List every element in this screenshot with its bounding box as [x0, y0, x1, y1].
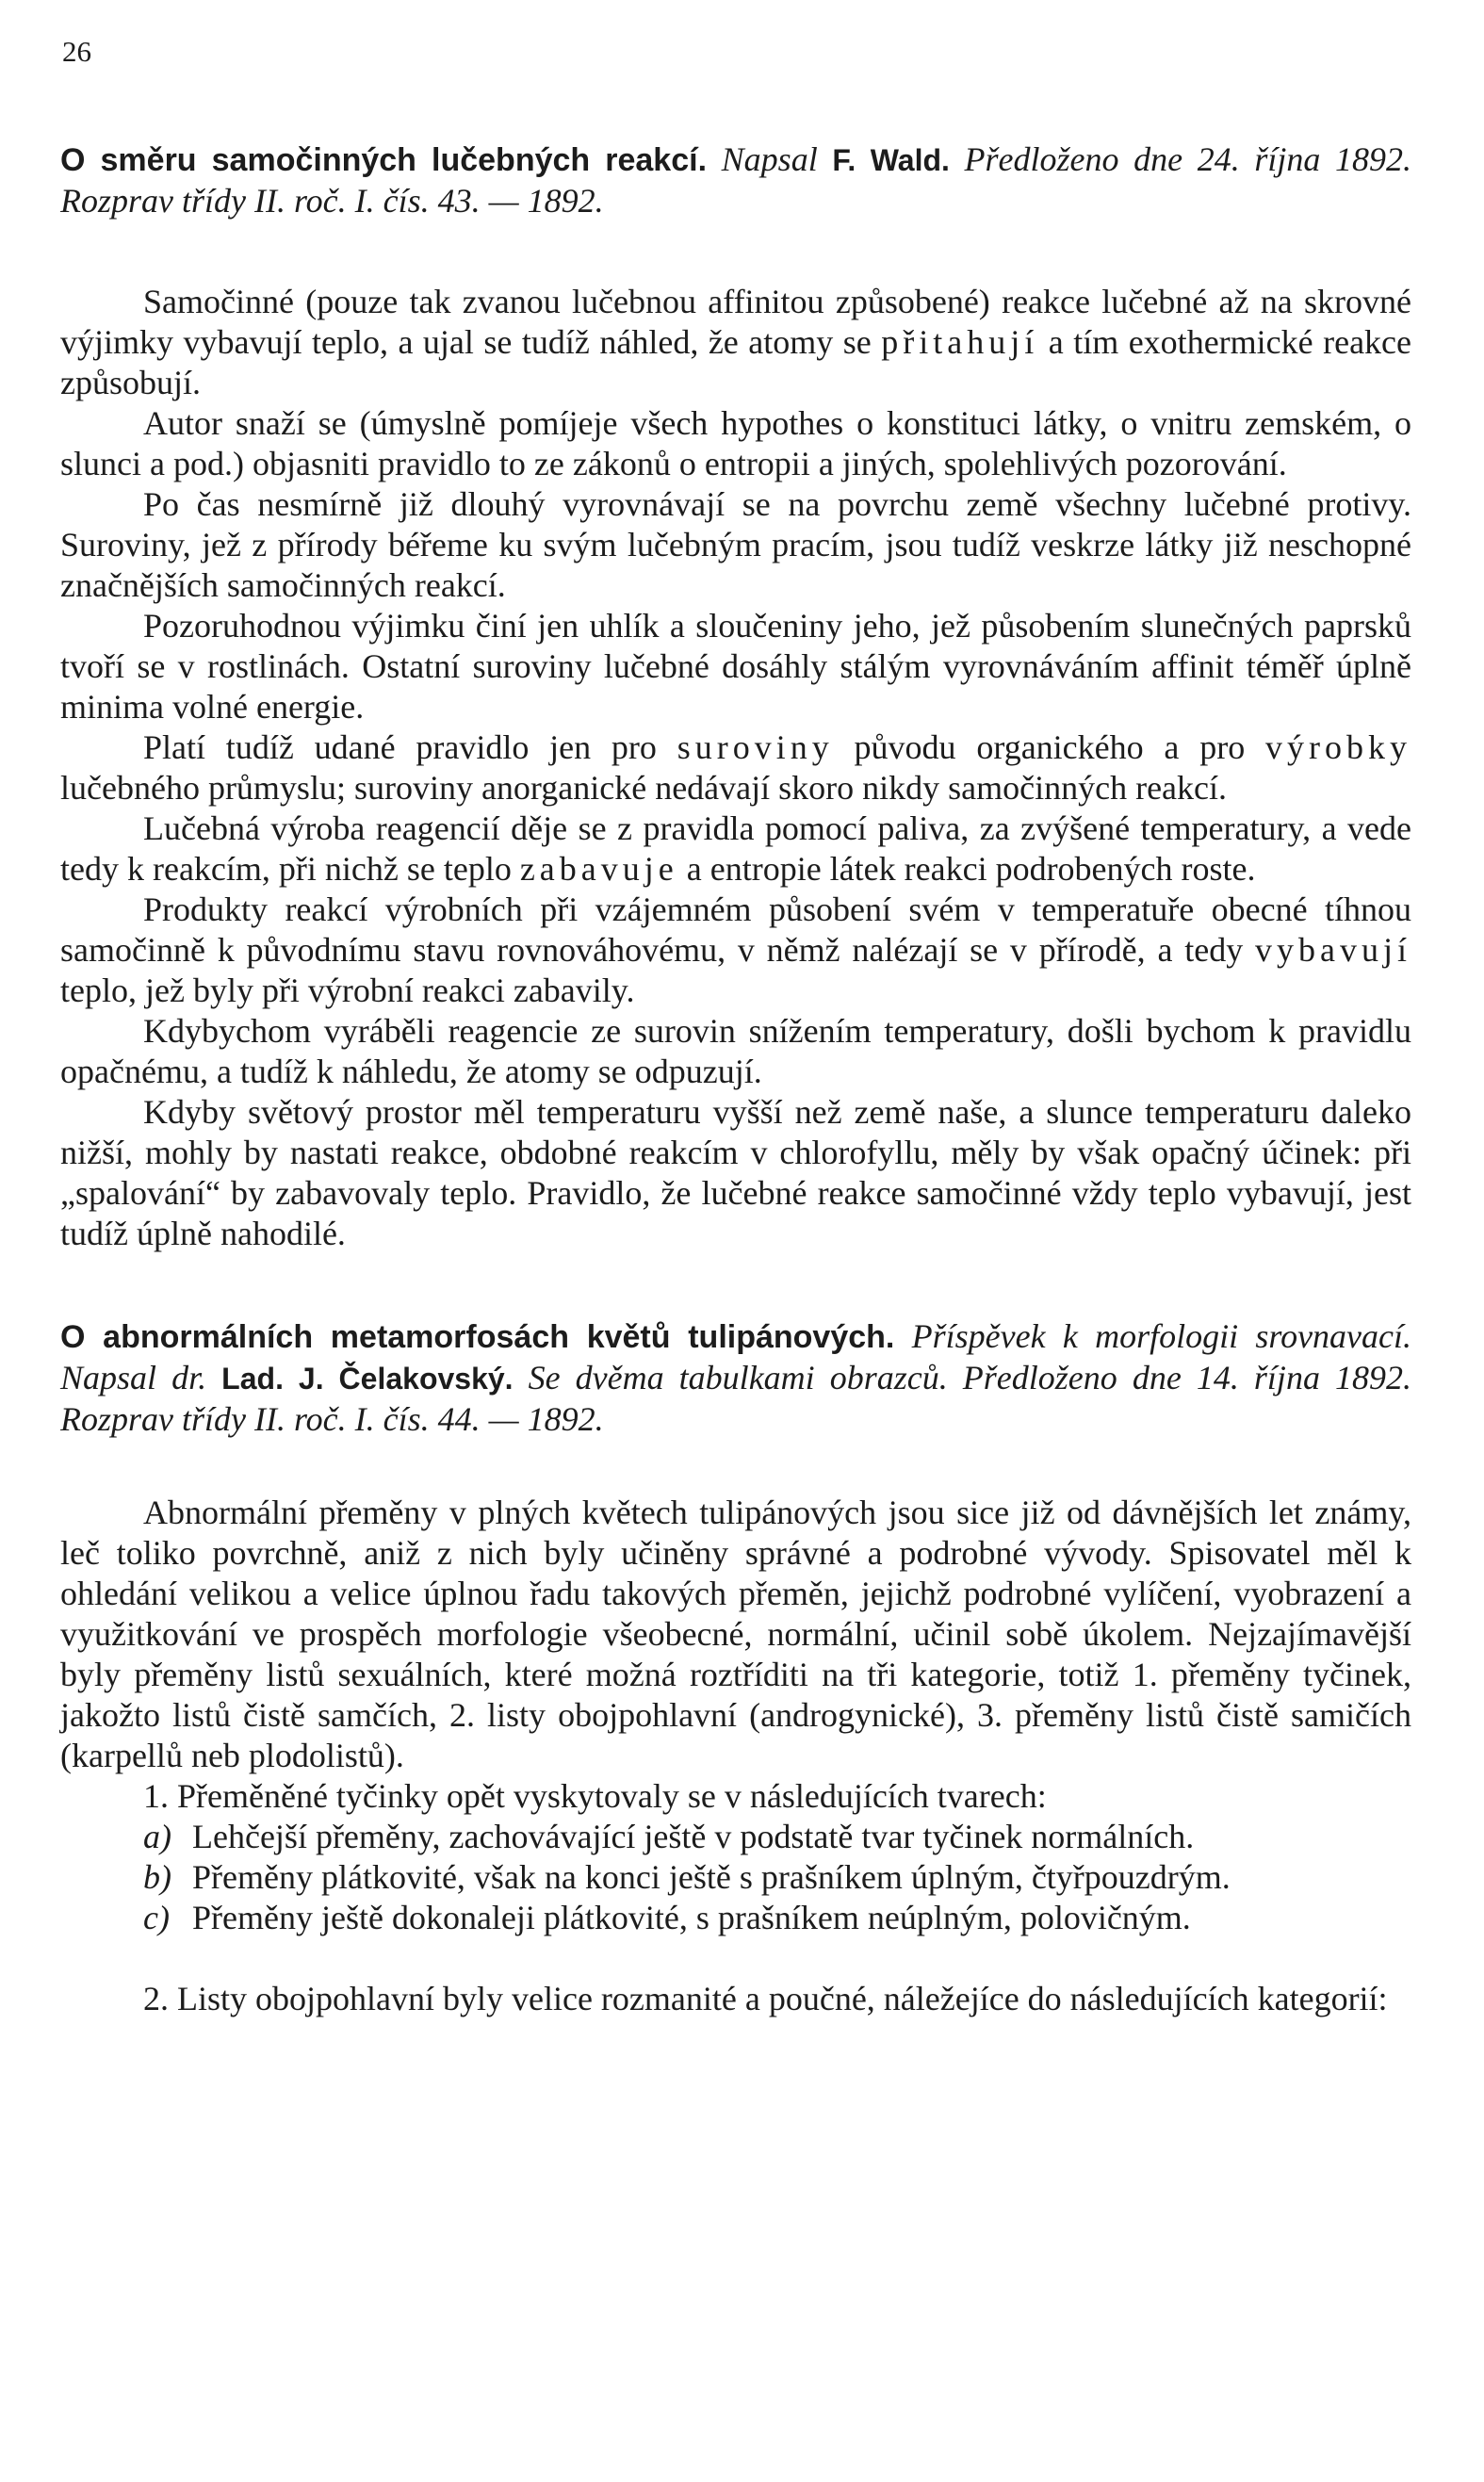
emphasis: přitahují [881, 323, 1039, 361]
paragraph: 2. Listy obojpohlavní byly velice rozmanité a poučné, náležejíce do následujících kategorií: [143, 1980, 1388, 2017]
article-meta: Se dvěma tabulkami obrazců. Předloženo dne 14. října 1892. Rozprav třídy II. roč. I. čís. 44. — 1892. [60, 1359, 1411, 1438]
text-run: a entropie látek reakci podrobených roste. [686, 850, 1256, 888]
paragraph: Autor snaží se (úmyslně pomíjeje všech hypothes o konstituci látky, o vnitru zemském, o slunci a pod.) objasniti pravidlo to ze zákonů o entropii a jiných, spolehlivých pozorování. [60, 404, 1411, 482]
byline-prefix: Napsal dr. [60, 1359, 207, 1396]
text-run: teplo, jež byly při výrobní reakci zabavily. [60, 972, 635, 1009]
list-item [60, 1857, 1411, 1898]
text-run: Platí tudíž udané pravidlo jen pro [143, 728, 657, 766]
article-meta: Předloženo dne 24. října 1892. Rozprav třídy II. roč. I. čís. 43. — 1892. [60, 140, 1412, 220]
byline-prefix: Napsal [721, 140, 818, 178]
paragraph: Kdybychom vyráběli reagencie ze surovin snížením temperatury, došli bychom k pravidlu opačnému, a tudíž k náhledu, že atomy se odpuzují. [60, 1012, 1411, 1090]
emphasis: vybavují [1255, 931, 1411, 969]
paragraph: Kdyby světový prostor měl temperaturu vyšší než země naše, a slunce temperaturu daleko nižší, mohly by nastati reakce, obdobné reakcím v chlorofyllu, měly by však opačný účinek: při „spalování“ by zabavovaly teplo. Pravidlo, že lučebné reakce samočinné vždy teplo vybavují, jest tudíž úplně nahodilé. [60, 1093, 1411, 1252]
list-marker: b) [143, 1858, 171, 1896]
paragraph: Po čas nesmírně již dlouhý vyrovnávají se na povrchu země všechny lučebné protivy. Suroviny, jež z přírody béřeme ku svým lučebným pracím, jsou tudíž veskrze látky již neschopné značnějších samočinných reakcí. [60, 485, 1411, 604]
emphasis: výrobky [1265, 728, 1412, 766]
paragraph: Pozoruhodnou výjimku činí jen uhlík a sloučeniny jeho, jež působením slunečných paprsků tvoří se v rostlinách. Ostatní suroviny lučebné dosáhly stálým vyrovnáváním affinit téměř úplně minima volné energie. [60, 607, 1411, 726]
text-run: a tím exothermické reakce způsobují. [60, 323, 1412, 401]
text-run: Lučebná výroba reagencií děje se z pravidla pomocí paliva, za zvýšené temperatury, a vede tedy k reakcím, při nichž se teplo [60, 809, 1411, 888]
article-author: F. Wald. [832, 143, 950, 177]
article-title: O abnormálních metamorfosách květů tulipánových. [60, 1319, 895, 1355]
list-item [60, 1817, 1411, 1857]
text-run: lučebného průmyslu; suroviny anorganické nedávají skoro nikdy samočinných reakcí. [60, 769, 1228, 807]
paragraph [60, 890, 1411, 1011]
emphasis: suroviny [677, 728, 834, 766]
list-intro: 1. Přeměněné tyčinky opět vyskytovaly se v následujících tvarech: [143, 1777, 1047, 1815]
list-item [60, 1898, 1411, 1938]
text-run: Samočinné (pouze tak zvanou lučebnou affinitou způsobené) reakce lučebné až na skrovné výjimky vybavují teplo, a ujal se tudíž náhled, že atomy se [60, 283, 1411, 361]
list-marker: a) [143, 1818, 171, 1855]
paragraph [60, 727, 1411, 808]
paragraph [60, 282, 1411, 403]
text-run: Produkty reakcí výrobních při vzájemném působení svém v temperatuře obecné tíhnou samočinně k původnímu stavu rovnováhovému, v němž nalézají se v přírodě, a tedy [60, 890, 1411, 969]
emphasis: zabavuje [519, 850, 678, 888]
list-item-text: Přeměny ještě dokonaleji plátkovité, s prašníkem neúplným, polovičným. [192, 1899, 1191, 1936]
list-item-text: Lehčejší přeměny, zachovávající ještě v podstatě tvar tyčinek normálních. [192, 1818, 1195, 1855]
paragraph [60, 808, 1411, 890]
page-number: 26 [62, 35, 91, 68]
text-run: původu organického a pro [854, 728, 1246, 766]
article-author: Lad. J. Čelakovský. [221, 1362, 514, 1396]
article-subtitle: Příspěvek k morfologii srovnavací. [911, 1317, 1412, 1355]
article-celakovsky [60, 1316, 1411, 2019]
list-marker: c) [143, 1899, 170, 1936]
metamorphosis-list [60, 1776, 1411, 1938]
paragraph: Abnormální přeměny v plných květech tulipánových jsou sice již od dávnějších let známy, leč toliko povrchně, aniž z nich byly učiněny správné a podrobné vývody. Spisovatel měl k ohledání velikou a velice úplnou řadu takových přeměn, jejichž podrobné vylíčení, vyobrazení a využitkování ve prospěch morfologie všeobecné, normální, učinil sobě úkolem. Nejzajímavější byly přeměny listů sexuálních, které možná roztříditi na tři kategorie, totiž 1. přeměny tyčinek, jakožto listů čistě samčích, 2. listy obojpohlavní (androgynické), 3. přeměny listů čistě samičích (karpellů neb plodolistů). [60, 1494, 1411, 1774]
article-wald [60, 139, 1411, 1254]
article-title: O směru samočinných lučebných reakcí. [60, 142, 708, 178]
list-item-text: Přeměny plátkovité, však na konci ještě s prašníkem úplným, čtyřpouzdrým. [192, 1858, 1231, 1896]
article-heading [60, 1316, 1411, 1440]
article-heading [60, 139, 1411, 221]
